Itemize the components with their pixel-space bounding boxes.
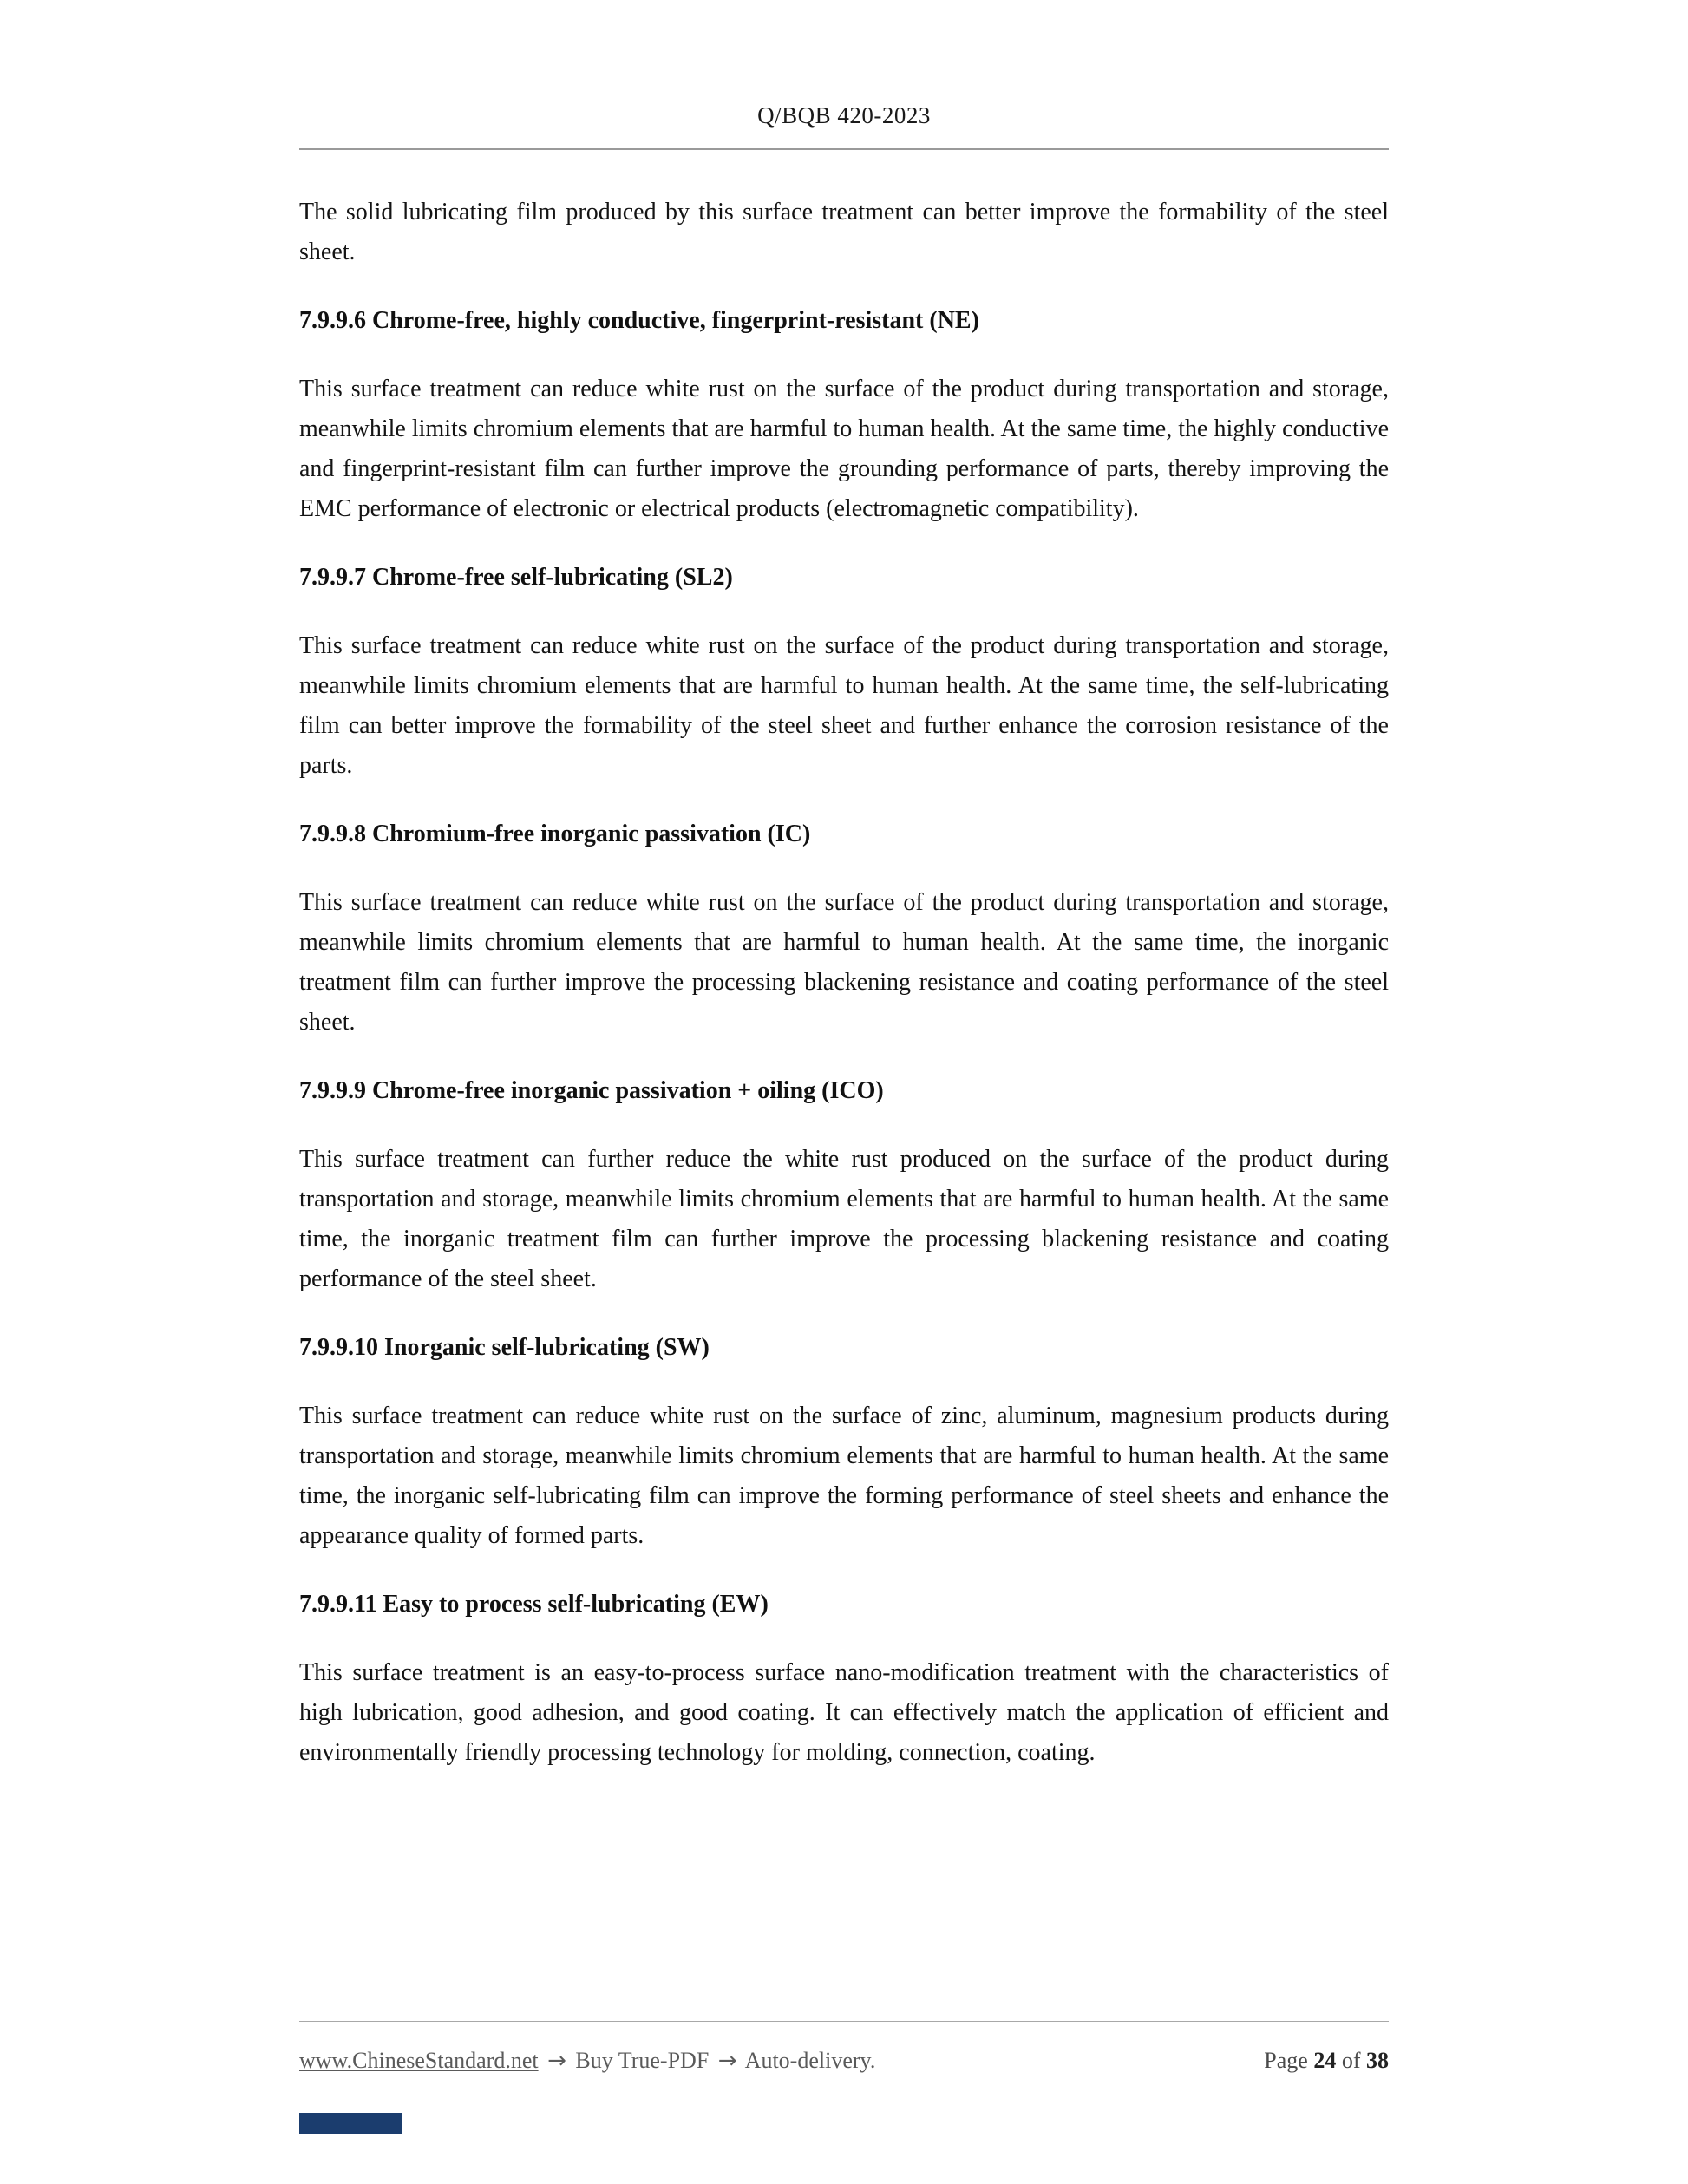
section-79910-heading: 7.9.9.10 Inorganic self-lubricating (SW) bbox=[299, 1334, 710, 1361]
of-label: of bbox=[1341, 2048, 1361, 2073]
section-79911-heading: 7.9.9.11 Easy to process self-lubricating (EW) bbox=[299, 1591, 769, 1618]
buy-true-pdf-label: Buy True-PDF bbox=[575, 2048, 710, 2073]
next-page-blue-bar bbox=[299, 2113, 402, 2134]
page-current: 24 bbox=[1313, 2048, 1337, 2073]
page-label: Page bbox=[1264, 2048, 1308, 2073]
section-7996-paragraph: This surface treatment can reduce white rust on the surface of the product during transportation and storage, meanwhile limits chromium elements that are harmful to human health. At the same time, the highly conductive and fingerprint-resistant film can further improve the grounding performance of parts, thereby improving the EMC performance of electronic or electrical products (electromagnetic compatibility). bbox=[299, 376, 1389, 522]
doc-number: Q/BQB 420-2023 bbox=[757, 102, 931, 128]
section-7996-heading: 7.9.9.6 Chrome-free, highly conductive, fingerprint-resistant (NE) bbox=[299, 307, 979, 334]
page-indicator bbox=[1264, 2048, 1389, 2074]
document-body bbox=[299, 193, 1389, 1804]
footer-row bbox=[299, 2022, 1389, 2074]
section-7997-paragraph: This surface treatment can reduce white rust on the surface of the product during transportation and storage, meanwhile limits chromium elements that are harmful to human health. At the same time, the self-lubricating film can better improve the formability of the steel sheet and further enhance the corrosion resistance of the parts. bbox=[299, 632, 1389, 779]
chinesestandard-link[interactable]: www.ChineseStandard.net bbox=[299, 2048, 539, 2073]
right-arrow-icon: → bbox=[547, 2048, 566, 2074]
document-header bbox=[299, 0, 1389, 150]
section-7997-heading: 7.9.9.7 Chrome-free self-lubricating (SL2) bbox=[299, 564, 733, 591]
section-7998-paragraph: This surface treatment can reduce white rust on the surface of the product during transportation and storage, meanwhile limits chromium elements that are harmful to human health. At the same time, the inorganic treatment film can further improve the processing blackening resistance and coating performance of the steel sheet. bbox=[299, 889, 1389, 1036]
header-divider bbox=[299, 148, 1389, 150]
document-footer bbox=[299, 2021, 1389, 2074]
section-79911-paragraph: This surface treatment is an easy-to-process surface nano-modification treatment with the characteristics of high lubrication, good adhesion, and good coating. It can effectively match the application of efficient and environmentally friendly processing technology for molding, connection, coating. bbox=[299, 1659, 1389, 1766]
section-7999-heading: 7.9.9.9 Chrome-free inorganic passivation + oiling (ICO) bbox=[299, 1077, 884, 1104]
section-7999-paragraph: This surface treatment can further reduce the white rust produced on the surface of the product during transportation and storage, meanwhile limits chromium elements that are harmful to human health. At the same time, the inorganic treatment film can further improve the processing blackening resistance and coating performance of the steel sheet. bbox=[299, 1146, 1389, 1292]
page-total: 38 bbox=[1366, 2048, 1389, 2073]
right-arrow-icon: → bbox=[717, 2048, 737, 2074]
auto-delivery-label: Auto-delivery. bbox=[744, 2048, 876, 2073]
intro-paragraph: The solid lubricating film produced by this surface treatment can better improve the formability of the steel sheet. bbox=[299, 199, 1389, 265]
footer-source-line bbox=[299, 2048, 875, 2074]
section-79910-paragraph: This surface treatment can reduce white rust on the surface of zinc, aluminum, magnesium products during transportation and storage, meanwhile limits chromium elements that are harmful to human health. At the same time, the inorganic self-lubricating film can improve the forming performance of steel sheets and enhance the appearance quality of formed parts. bbox=[299, 1403, 1389, 1549]
section-7998-heading: 7.9.9.8 Chromium-free inorganic passivation (IC) bbox=[299, 821, 811, 847]
